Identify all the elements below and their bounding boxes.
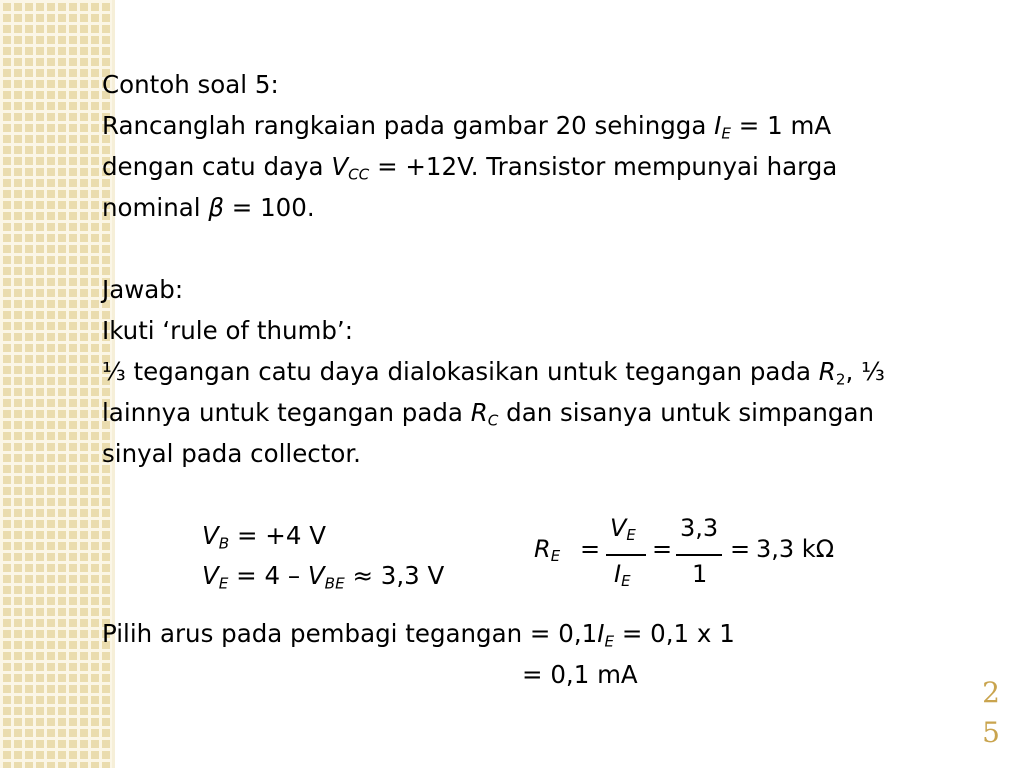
var-i: I	[597, 619, 605, 648]
re-formula	[534, 514, 854, 596]
var-sub: E	[218, 574, 229, 593]
fraction-bar	[676, 554, 722, 556]
var-sub: C	[487, 411, 499, 430]
problem-text: Rancanglah rangkaian pada gambar 20 sehingga	[102, 111, 715, 140]
eq-text: ≈ 3,3 V	[344, 561, 445, 590]
var-sub: E	[621, 572, 631, 591]
var-v: V	[202, 521, 219, 550]
formula-lhs	[534, 535, 561, 566]
var-sub: E	[721, 124, 731, 143]
rule-line-1	[102, 352, 885, 393]
var-sub: 2	[835, 370, 846, 389]
problem-text: dengan catu daya	[102, 152, 332, 181]
var-i: I	[614, 560, 622, 588]
fraction-bar	[606, 554, 646, 556]
divider-text: Pilih arus pada pembagi tegangan = 0,1	[102, 619, 598, 648]
var-i: I	[714, 111, 722, 140]
problem-text: = 1 mA	[731, 111, 832, 140]
problem-text: = +12V. Transistor mempunyai harga	[369, 152, 838, 181]
eq-text: = 4 –	[228, 561, 308, 590]
var-v: V	[202, 561, 219, 590]
var-sub: E	[626, 526, 636, 545]
frac2-denominator: 1	[692, 560, 708, 588]
var-sub: E	[550, 547, 561, 566]
var-sub: BE	[324, 574, 345, 593]
var-v: V	[331, 152, 349, 181]
rule-text: , ⅓	[845, 357, 885, 386]
var-sub: B	[218, 534, 230, 553]
slide-heading: Contoh soal 5:	[102, 70, 279, 99]
equals-sign: =	[580, 535, 601, 563]
ve-equation	[202, 556, 444, 597]
rule-text: dan sisanya untuk simpangan	[498, 398, 875, 427]
equals-sign: =	[730, 535, 751, 563]
vb-equation	[202, 516, 326, 557]
var-r: R	[534, 535, 551, 563]
divider-line-1	[102, 614, 735, 655]
var-sub: CC	[348, 165, 370, 184]
problem-text: nominal	[102, 193, 209, 222]
rule-line-3: sinyal pada collector.	[102, 439, 361, 468]
frac1-numerator	[610, 514, 636, 545]
formula-result: 3,3 kΩ	[756, 535, 835, 563]
divider-text: = 0,1 x 1	[614, 619, 735, 648]
frac2-numerator: 3,3	[680, 514, 719, 542]
divider-line-2: = 0,1 mA	[522, 660, 638, 689]
problem-line-1	[102, 106, 831, 147]
problem-line-3	[102, 188, 315, 229]
var-r: R	[818, 357, 836, 386]
var-r: R	[470, 398, 488, 427]
var-v: V	[610, 514, 627, 542]
frac1-denominator	[614, 560, 631, 591]
var-sub: E	[604, 632, 615, 651]
rule-text: lainnya untuk tegangan pada	[102, 398, 471, 427]
equals-sign: =	[652, 535, 673, 563]
var-beta: β	[208, 193, 224, 222]
rule-line-2	[102, 393, 874, 434]
rule-text: ⅓ tegangan catu daya dialokasikan untuk tegangan pada	[102, 357, 819, 386]
page-number-digit: 2	[982, 676, 1000, 709]
var-v: V	[307, 561, 325, 590]
eq-text: = +4 V	[229, 521, 326, 550]
problem-text: = 100.	[223, 193, 315, 222]
answer-label: Jawab:	[102, 275, 184, 304]
rule-label: Ikuti ‘rule of thumb’:	[102, 316, 353, 345]
problem-line-2	[102, 147, 837, 188]
decorative-side-pattern	[0, 0, 112, 768]
slide-content	[102, 0, 982, 768]
page-number-digit: 5	[982, 716, 1000, 749]
